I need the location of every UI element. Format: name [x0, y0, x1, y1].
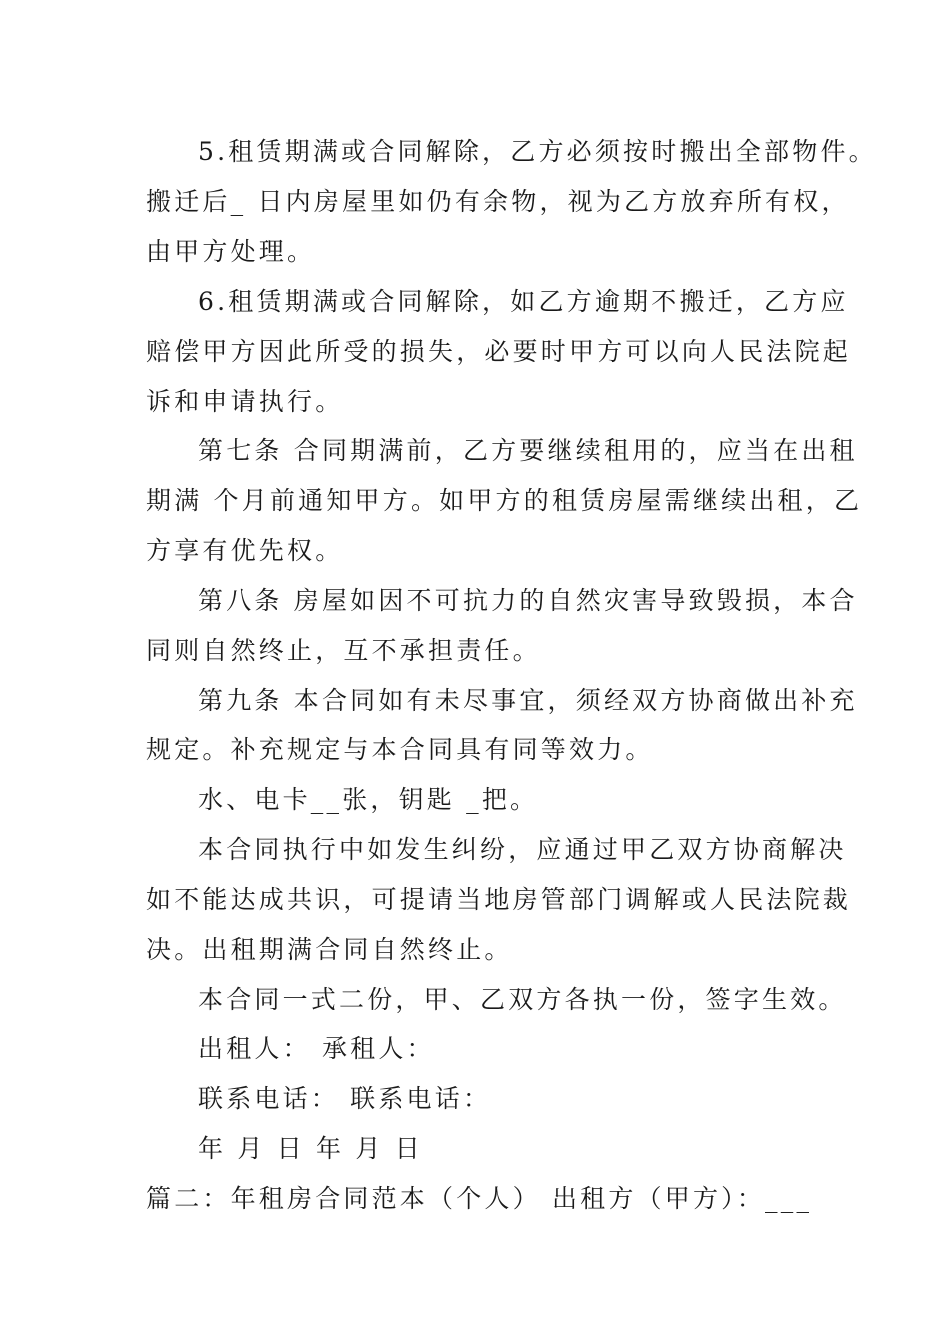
text-line: 搬迁后_ 日内房屋里如仍有余物，视为乙方放弃所有权，: [146, 187, 850, 216]
text-line: 同则自然终止，互不承担责任。: [146, 636, 541, 665]
text-line: 方享有优先权。: [146, 536, 344, 565]
text-line: 第九条 本合同如有未尽事宜，须经双方协商做出补充: [198, 686, 858, 715]
text-line: 由甲方处理。: [146, 237, 316, 266]
text-line: 赔偿甲方因此所受的损失，必要时甲方可以向人民法院起: [146, 337, 852, 366]
text-line: 6.租赁期满或合同解除，如乙方逾期不搬迁，乙方应: [198, 287, 849, 316]
phone-labels: 联系电话： 联系电话：: [198, 1084, 492, 1113]
date-line: 年 月 日 年 月 日: [198, 1134, 423, 1163]
text-line: 水、电卡__张，钥匙 _把。: [198, 785, 539, 814]
text-line: 本合同一式二份，甲、乙双方各执一份，签字生效。: [198, 985, 847, 1014]
text-line: 期满 个月前通知甲方。如甲方的租赁房屋需继续出租，乙: [146, 486, 863, 515]
text-line: 第七条 合同期满前，乙方要继续租用的，应当在出租: [198, 436, 858, 465]
signature-labels: 出租人： 承租人：: [198, 1034, 435, 1063]
section-heading: 篇二：年租房合同范本（个人） 出租方（甲方）：___: [146, 1184, 813, 1213]
text-line: 决。出租期满合同自然终止。: [146, 935, 513, 964]
text-line: 本合同执行中如发生纠纷，应通过甲乙双方协商解决: [198, 835, 847, 864]
text-line: 如不能达成共识，可提请当地房管部门调解或人民法院裁: [146, 885, 852, 914]
text-line: 诉和申请执行。: [146, 387, 344, 416]
text-line: 5.租赁期满或合同解除，乙方必须按时搬出全部物件。: [198, 137, 877, 166]
text-line: 第八条 房屋如因不可抗力的自然灾害导致毁损，本合: [198, 586, 858, 615]
text-line: 规定。补充规定与本合同具有同等效力。: [146, 735, 654, 764]
